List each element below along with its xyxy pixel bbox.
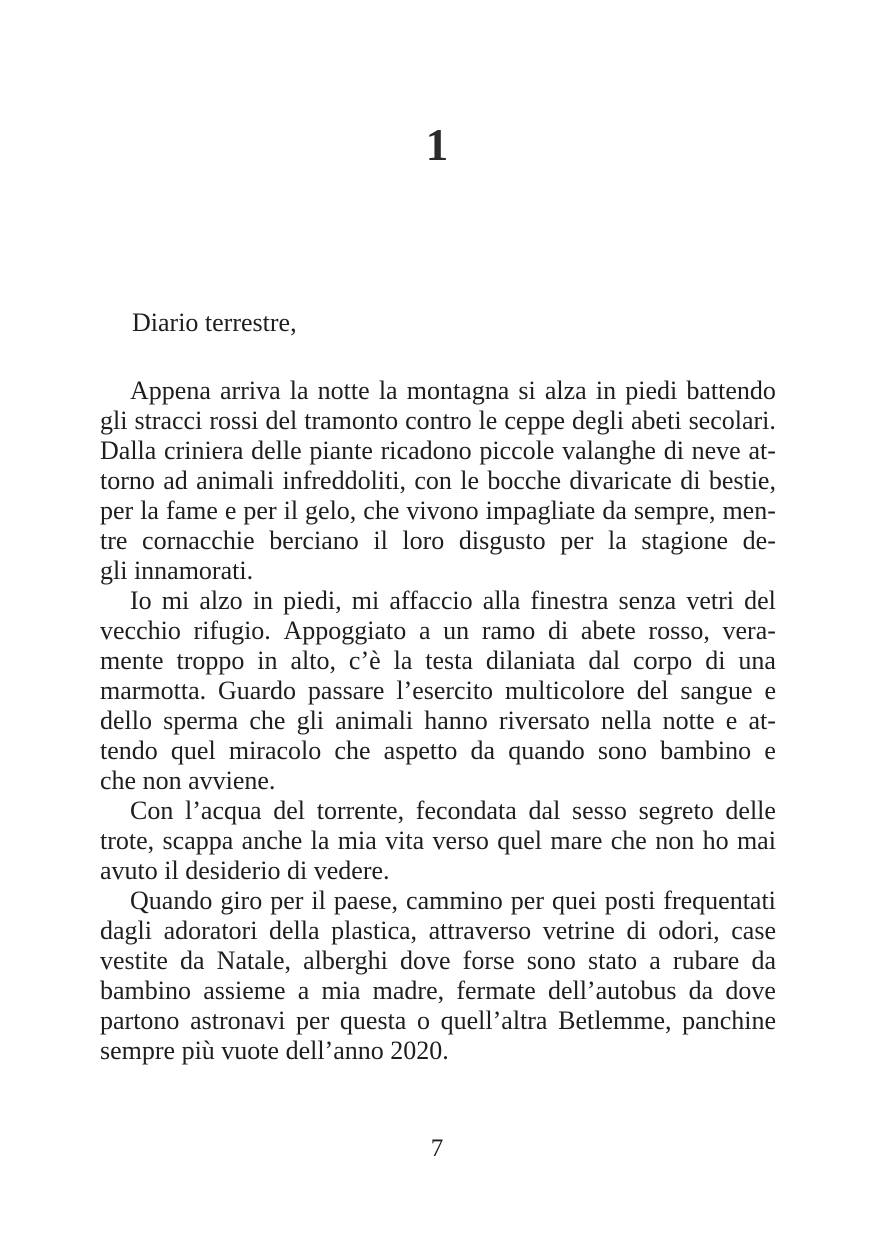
text-line: Appena arriva la notte la montagna si alza in piedi battendo [130, 376, 776, 405]
text-line: sempre più vuote dell’anno 2020. [100, 1036, 449, 1065]
text-line: per la fame e per il gelo, che vivono impagliate da sempre, men- [100, 496, 776, 525]
text-line: vecchio rifugio. Appoggiato a un ramo di abete rosso, vera- [100, 616, 776, 645]
text-line: Dalla criniera delle piante ricadono piccole valanghe di neve at- [100, 436, 776, 465]
text-line: avuto il desiderio di vedere. [100, 856, 390, 885]
text-line: vestite da Natale, alberghi dove forse sono stato a rubare da [100, 946, 776, 975]
text-line: tendo quel miracolo che aspetto da quando sono bambino e [100, 736, 776, 765]
text-line: Con l’acqua del torrente, fecondata dal sesso segreto delle [130, 796, 776, 825]
text-line: bambino assieme a mia madre, fermate dell’autobus da dove [100, 976, 776, 1005]
text-line: Quando giro per il paese, cammino per quei posti frequentati [130, 886, 776, 915]
paragraph [100, 376, 776, 586]
salutation: Diario terrestre, [132, 308, 297, 337]
text-line: mente troppo in alto, c’è la testa dilaniata dal corpo di una [100, 646, 776, 675]
text-line: partono astronavi per questa o quell’altra Betlemme, panchine [100, 1006, 776, 1035]
paragraph [100, 796, 776, 886]
text-line: marmotta. Guardo passare l’esercito multicolore del sangue e [100, 676, 776, 705]
text-line: Io mi alzo in piedi, mi affaccio alla finestra senza vetri del [130, 586, 776, 615]
text-line: trote, scappa anche la mia vita verso quel mare che non ho mai [100, 826, 776, 855]
text-line: che non avviene. [100, 766, 276, 795]
chapter-number: 1 [425, 120, 449, 170]
page-number: 7 [430, 1135, 444, 1162]
text-line: tre cornacchie berciano il loro disgusto per la stagione de- [100, 526, 776, 555]
body-text [100, 376, 776, 1066]
paragraph [100, 586, 776, 796]
text-line: dagli adoratori della plastica, attraverso vetrine di odori, case [100, 916, 776, 945]
paragraph [100, 886, 776, 1066]
text-line: gli innamorati. [100, 556, 254, 585]
text-line: gli stracci rossi del tramonto contro le ceppe degli abeti secolari. [100, 406, 776, 435]
text-line: dello sperma che gli animali hanno riversato nella notte e at- [100, 706, 776, 735]
text-line: torno ad animali infreddoliti, con le bocche divaricate di bestie, [100, 466, 776, 495]
